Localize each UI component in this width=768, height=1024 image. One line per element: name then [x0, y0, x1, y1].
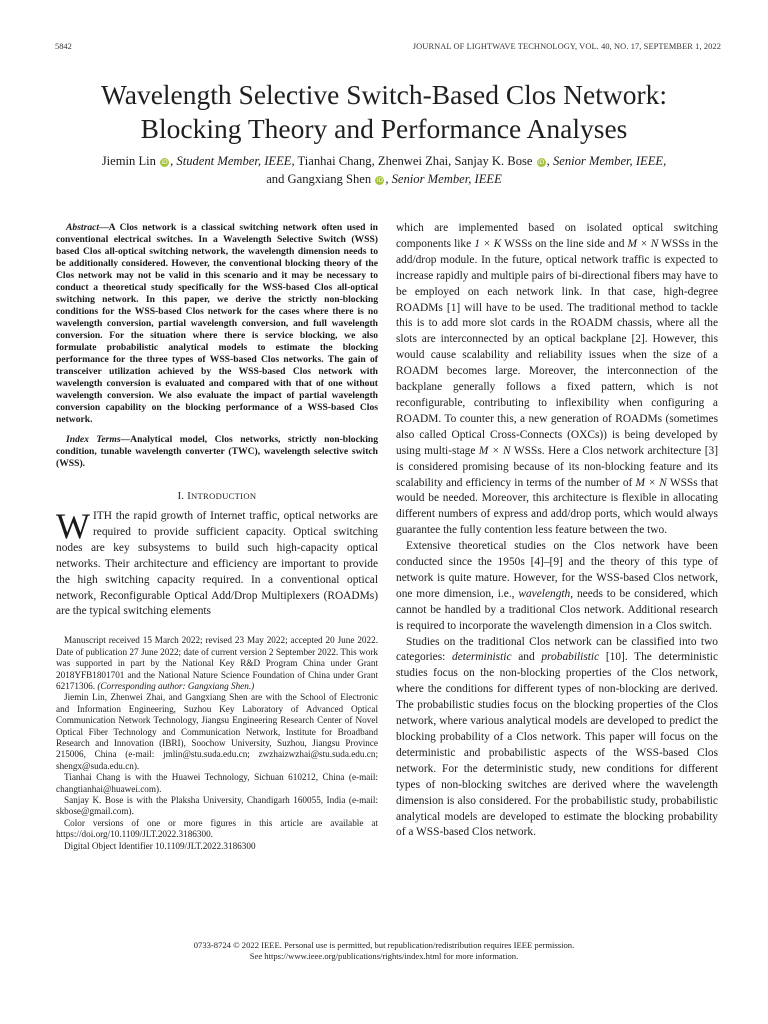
copyright-footer	[30, 940, 738, 962]
intro-paragraph-2	[396, 539, 718, 634]
text-run: and	[511, 651, 542, 664]
author-role: , Senior Member, IEEE	[385, 171, 502, 186]
index-terms-label: Index Terms	[66, 434, 121, 445]
intro-paragraph-1-continued	[396, 221, 718, 539]
footnote-affiliation-2: Tianhai Chang is with the Huawei Technology, Sichuan 610212, China (e-mail: changtianhai@huawei.com).	[56, 772, 378, 794]
footnote-color-versions: Color versions of one or more figures in this article are available at https://doi.org/10.1109/JLT.2022.3186300.	[56, 817, 378, 840]
section-title-first: I	[187, 491, 191, 502]
text-run: which are implemented based on isolated optical switching components like	[396, 222, 718, 250]
emphasis: probabilistic	[541, 651, 600, 664]
math-expression: M × N	[478, 444, 511, 457]
corresponding-author: (Corresponding author: Gangxiang Shen.)	[97, 680, 255, 691]
right-column	[396, 221, 718, 841]
footnote-doi: Digital Object Identifier 10.1109/JLT.2022.3186300	[64, 840, 256, 851]
emphasis: deterministic	[452, 651, 512, 664]
math-expression: 1 × K	[474, 237, 502, 250]
text-run: WSSs on the line side and	[501, 237, 628, 250]
author-role: , Senior Member, IEEE,	[546, 154, 667, 168]
orcid-icon[interactable]: iD	[161, 159, 168, 166]
page-number: 5842	[55, 42, 72, 51]
abstract	[56, 222, 378, 426]
footnotes	[56, 635, 378, 852]
emphasis: wavelength	[518, 587, 571, 600]
copyright-line-1: 0733-8724 © 2022 IEEE. Personal use is permitted, but republication/redistribution requires IEEE permission.	[193, 940, 575, 950]
author-line-1	[30, 153, 738, 171]
intro-paragraph-1-text: ITH the rapid growth of Internet traffic, optical networks are required to provide sufficient capacity. Optical switching nodes are key subsystems to build such high-capacity optical networks. Their architecture and efficiency are important to provide the high switching capacity required. In a conventional optical network, Reconfigurable Optical Add/Drop Multiplexers (ROADMs) are the typical switching elements	[56, 510, 378, 618]
drop-cap: W	[56, 506, 90, 546]
text-run: [10]. The deterministic studies focus on the non-blocking properties of the Clos network, where the conditions for different types of non-blocking are derived. The probabilistic studies focus on the blocking properties of the Clos network, where various analytical models are developed to predict the blocking probability of a Clos network. This paper will focus on the deterministic and probabilistic aspects of the WSS-based Clos network. For the deterministic study, new conditions for different types of non-blocking switches are derived where the wavelength dimension is also considered. For the probabilistic study, probabilistic analytical models are developed to estimate the blocking probability of a WSS-based Clos network.	[396, 651, 719, 839]
intro-paragraph-3	[396, 635, 718, 842]
footnote-manuscript-text: Manuscript received 15 March 2022; revised 23 May 2022; accepted 20 June 2022. Date of publication 27 June 2022; date of current version 2 September 2022. This work was supported in part by the National Key R&D Program China under Grant 2018YFB1801701 and the National Nature Science Foundation of China under Grant 62171306.	[56, 635, 378, 691]
text-run: WSSs that would be needed. Moreover, this architecture is flexible in allocating different numbers of express and add/drop ports, which would always guarantee the fully contention less feature between the two.	[396, 476, 718, 537]
intro-paragraph-1	[56, 506, 378, 620]
paper-title	[30, 78, 738, 146]
math-expression: M × N	[635, 476, 667, 489]
author-role: , Student Member, IEEE,	[170, 154, 295, 168]
footnote-affiliation-3: Sanjay K. Bose is with the Plaksha University, Chandigarh 160055, India (e-mail: skbose@gmail.com).	[56, 795, 378, 817]
title-line-2: Blocking Theory and Performance Analyses	[140, 113, 628, 144]
author-list	[30, 153, 738, 188]
text-run: , needs to be considered, which cannot be handled by a traditional Clos network. Additional research is required to incorporate the wavelength dimension in a Clos switch.	[396, 587, 718, 632]
running-header: JOURNAL OF LIGHTWAVE TECHNOLOGY, VOL. 40, NO. 17, SEPTEMBER 1, 2022	[412, 42, 721, 51]
author-line-2	[30, 171, 738, 189]
section-numeral: I.	[177, 491, 185, 502]
section-heading-introduction	[56, 491, 378, 502]
left-column	[56, 222, 378, 852]
abstract-label: Abstract	[66, 222, 100, 233]
text-run: Extensive theoretical studies on the Clos network have been conducted since the 1950s [4]–[9] and the theory of this type of network is quite mature. However, for the WSS-based Clos network, one more dimension, i.e.,	[396, 540, 718, 600]
text-run: Studies on the traditional Clos network can be classified into two categories:	[396, 635, 718, 664]
text-run: WSSs. Here a Clos network architecture [3] is considered promising because of its non-blocking feature and its scalability and efficiency in terms of the number of	[396, 444, 718, 489]
footnote-affiliation-1: Jiemin Lin, Zhenwei Zhai, and Gangxiang Shen are with the School of Electronic and Information Engineering, Suzhou Key Laboratory of Advanced Optical Communication Network Technology, Jiangsu Engineering Research Center of Novel Optical Fiber Technology and Communication Network, Institute for Broadband Research and Innovation (IBRI), Soochow University, Suzhou, Jiangsu Province 215006, China (e-mail: jmlin@stu.suda.edu.cn; zwzhaizwzhai@stu.suda.edu.cn; shengx@suda.edu.cn).	[56, 692, 378, 771]
author-name: and Gangxiang Shen	[266, 171, 372, 186]
abstract-text: —A Clos network is a classical switching network often used in conventional electrical switches. In a Wavelength Selective Switch (WSS) based Clos all-optical switching network, the wavelength dimension needs to be additionally considered. However, the conventional blocking theory of the Clos network may not be valid in this scenario and it may be necessary to conduct a theoretical study specifically for the WSS-based Clos all-optical switching network. In this paper, we derive the strictly non-blocking conditions for the WSS-based Clos network for the cases where there is no wavelength conversion, partial wavelength conversion, and full wavelength conversion. For the situation where there is service blocking, we also formulate probabilistic analytical models to estimate the blocking performance for the three types of WSS-based Clos networks. The gain of transceiver utilization achieved by the WSS-based Clos network with wavelength conversion is evaluated and compared with that of one without wavelength conversion. We also evaluate the impact of partial wavelength conversion capability on the blocking performance of a WSS-based Clos network.	[56, 222, 378, 425]
author-name: Jiemin Lin	[101, 154, 156, 168]
author-name: Tianhai Chang, Zhenwei Zhai, Sanjay K. Bose	[297, 154, 533, 168]
math-expression: M × N	[627, 237, 659, 250]
footnote-manuscript	[56, 635, 378, 692]
title-line-1: Wavelength Selective Switch-Based Clos Network:	[101, 79, 667, 110]
section-title-rest: NTRODUCTION	[190, 491, 257, 501]
text-run: WSSs in the add/drop module. In the future, optical network traffic is expected to increase rapidly and multiple pairs of bi-directional fibers may have to be employed on each network link. In that case, high-degree ROADMs [1] will have to be used. The traditional method to tackle this is to add more slot cards in the ROADM chassis, where all the slots are interconnected by an optical backplane [2]. However, this would cause scalability and reliability issues when the size of a ROADM becomes large. Moreover, the interconnection of the backplane generally follows a fixed pattern, which is not reconfigurable, contributing to inflexibility when configuring a ROADM. To counter this, a new generation of ROADMs (sometimes also called Optical Cross-Connects (OXCs)) is being developed by using multi-stage	[396, 237, 719, 457]
index-terms-text: —Analytical model, Clos networks, strictly non-blocking condition, tunable wavelength converter (TWC), wavelength selective switch (WSS).	[56, 434, 378, 469]
orcid-icon[interactable]: iD	[376, 176, 383, 184]
copyright-line-2: See https://www.ieee.org/publications/rights/index.html for more information.	[249, 951, 519, 961]
index-terms	[56, 434, 378, 470]
orcid-icon[interactable]: iD	[537, 159, 545, 166]
